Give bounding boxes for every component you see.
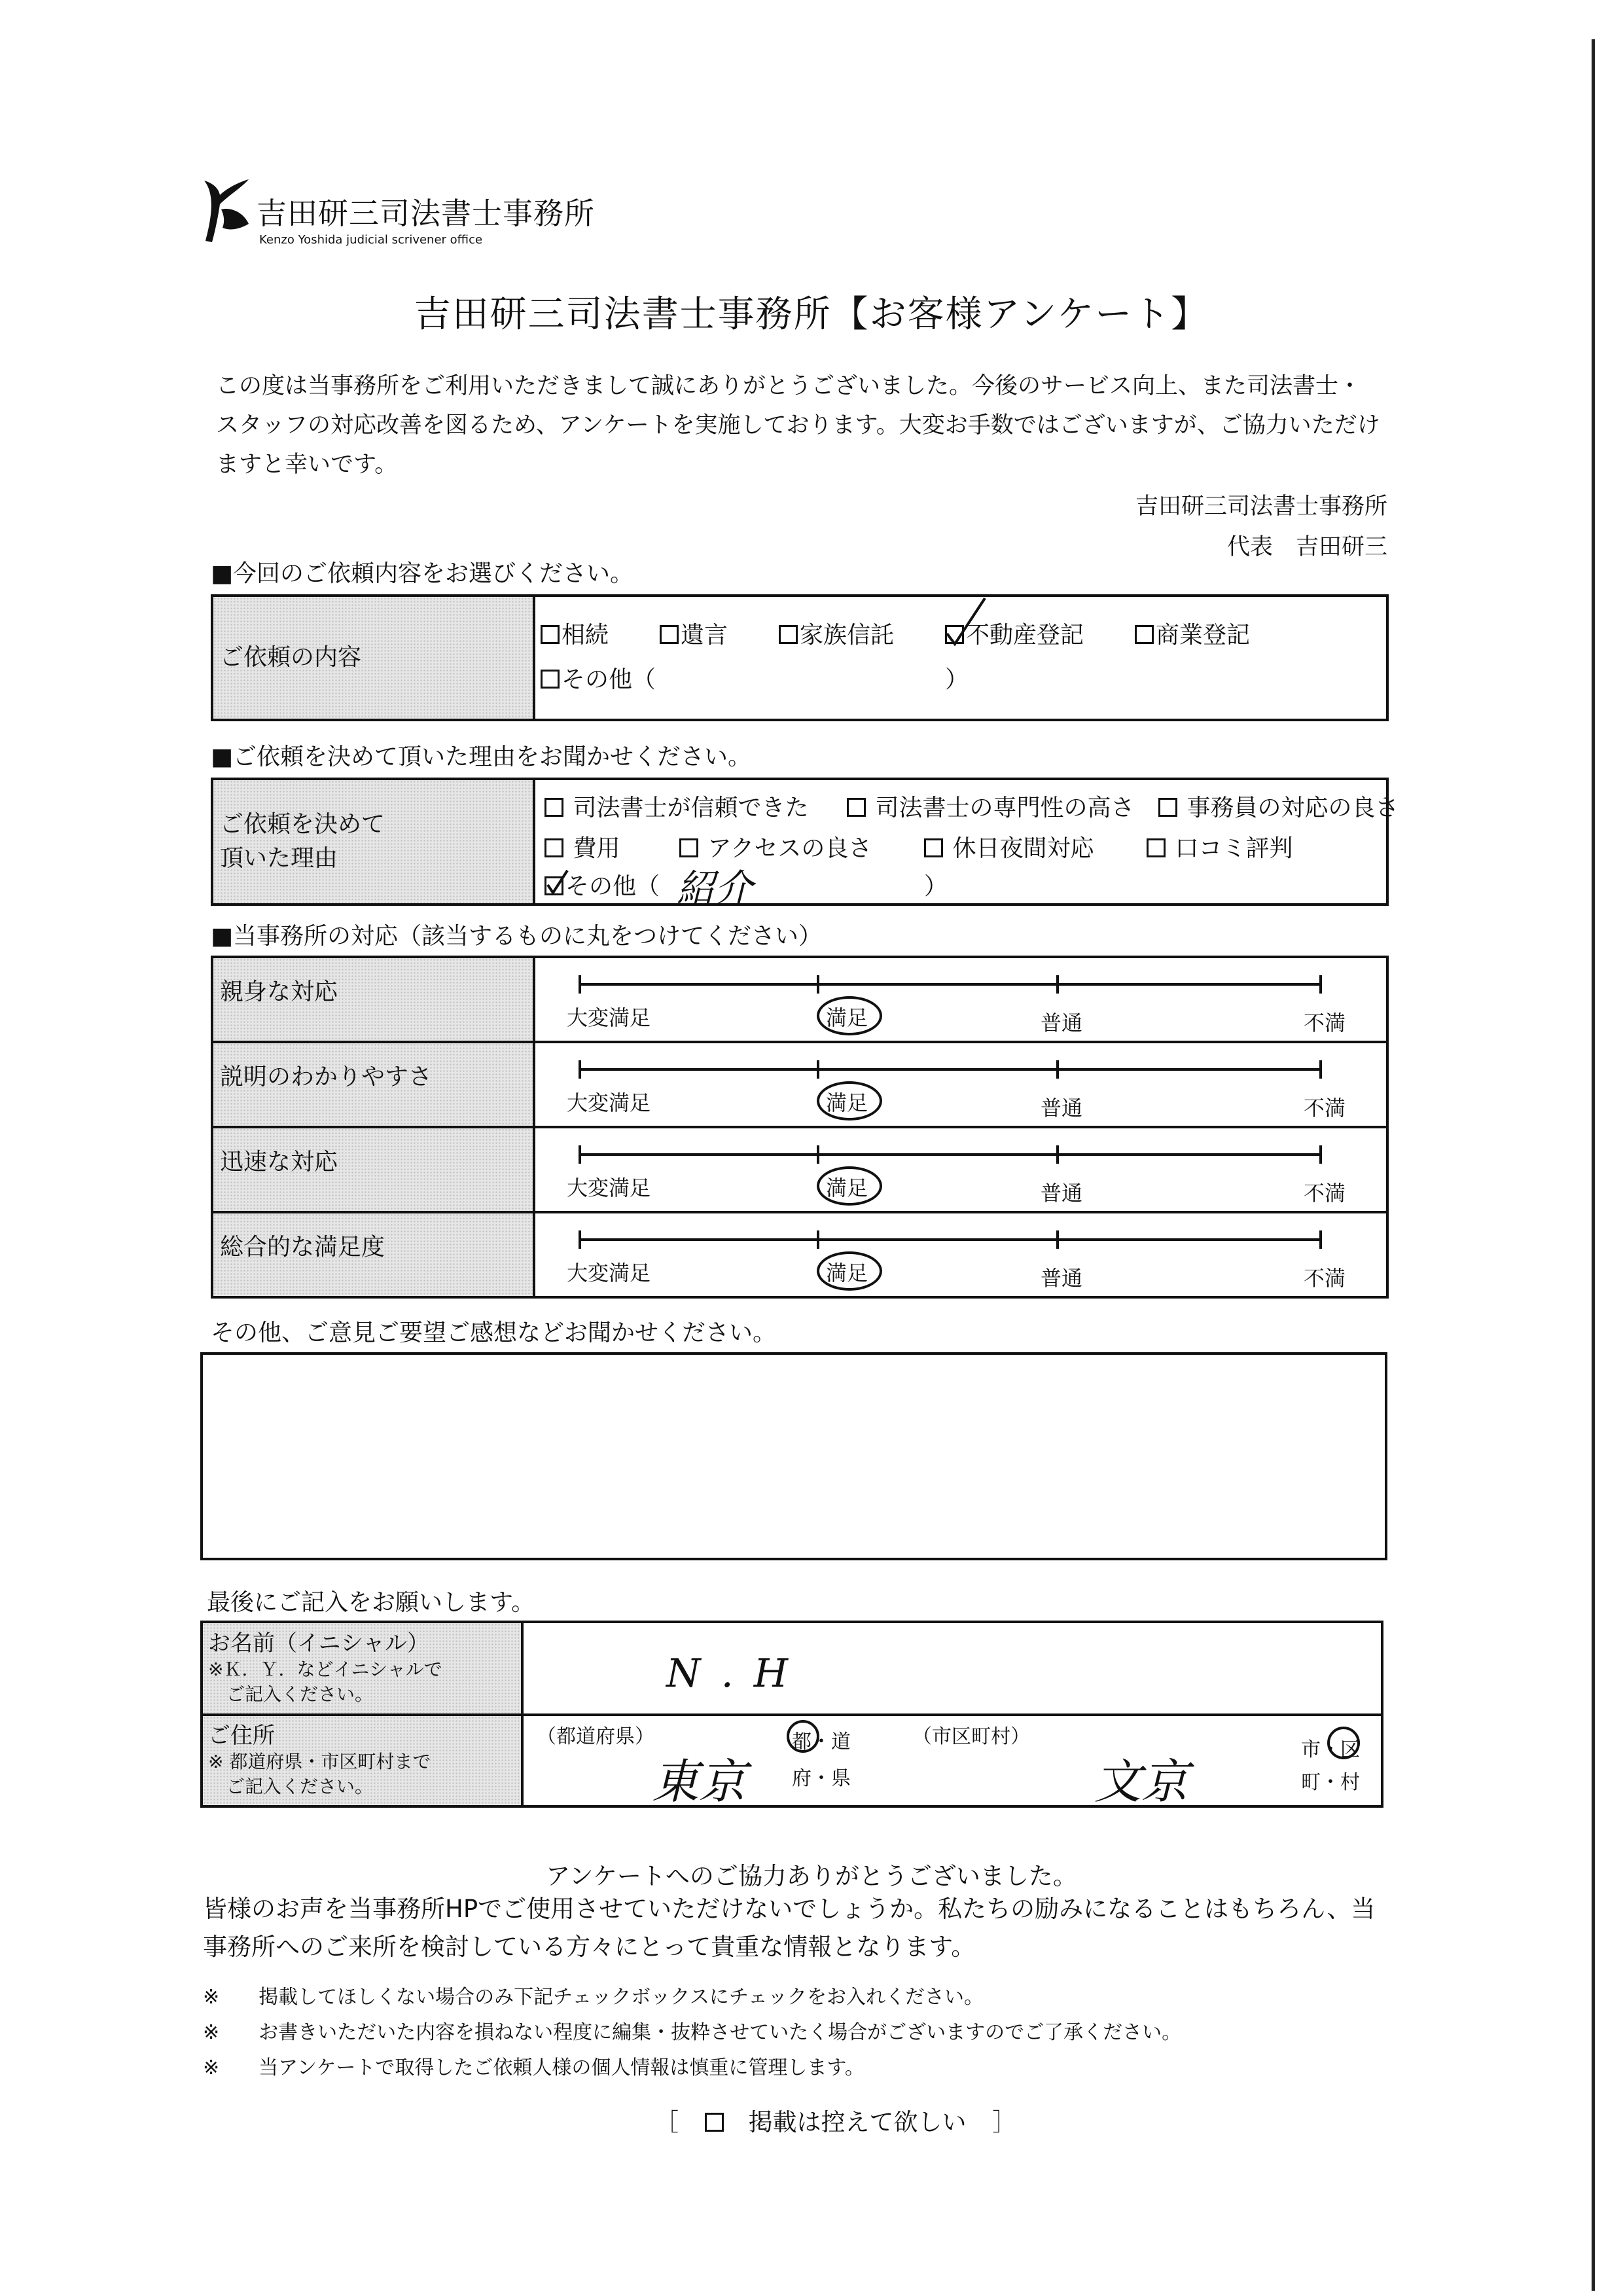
- name-field[interactable]: [522, 1622, 1382, 1715]
- city-selected-circle: [1327, 1727, 1360, 1759]
- selected-rating-circle: [817, 1166, 882, 1206]
- rating-label-overall: 総合的な満足度: [212, 1212, 534, 1297]
- city-handwritten[interactable]: 文京: [1094, 1754, 1189, 1809]
- checkbox-box-checked[interactable]: [945, 625, 964, 644]
- section5-heading: 最後にご記入をお願いします。: [207, 1589, 535, 1616]
- checkbox-holiday[interactable]: 休日夜間対応: [924, 830, 1094, 863]
- office-logo: [196, 175, 628, 260]
- comment-text[interactable]: [203, 1355, 1385, 1381]
- scale-label-0[interactable]: 大変満足: [567, 1261, 651, 1285]
- prefecture-selected-circle: [787, 1720, 819, 1753]
- page-title: 吉田研三司法書士事務所【お客様アンケート】: [414, 293, 1209, 336]
- section1-heading: ■今回のご依頼内容をお選びください。: [211, 560, 634, 587]
- checkbox-box[interactable]: [544, 798, 563, 817]
- optout-checkbox-line[interactable]: ［ 掲載は控えて欲しい ］: [654, 2108, 1017, 2136]
- scale-label-1[interactable]: 満足: [826, 1005, 868, 1030]
- request-type-table: [211, 594, 1389, 721]
- rating-scale-clarity: [534, 1042, 1387, 1127]
- intro-paragraph: この度は当事務所をご利用いただきまして誠にありがとうございました。今後のサービス向上、また司法書士・スタッフの対応改善を図るため、アンケートを実施しております。大変お手数ではございますが、ご協力いただけますと幸いです。: [216, 373, 1380, 478]
- checkmark-icon: [545, 869, 571, 898]
- optout-checkbox[interactable]: [705, 2113, 724, 2132]
- footer-note-3: ※ 当アンケートで取得したご依頼人様の個人情報は慎重に管理します。: [203, 2056, 865, 2079]
- scale-label-2[interactable]: 普通: [1041, 1266, 1083, 1291]
- scale-label-0[interactable]: 大変満足: [567, 1005, 651, 1030]
- rating-scale-speed: [534, 1127, 1387, 1212]
- checkbox-box[interactable]: [1135, 625, 1154, 644]
- rating-scale-kind: [534, 957, 1387, 1042]
- city-suffix-top: 市・区: [1301, 1738, 1360, 1761]
- footer-thanks: アンケートへのご協力ありがとうございました。: [546, 1862, 1077, 1890]
- checkbox-box[interactable]: [679, 838, 698, 857]
- rating-scale-overall: [534, 1212, 1387, 1297]
- rating-label-clarity: 説明のわかりやすさ: [212, 1042, 534, 1127]
- checkbox-box-checked[interactable]: [544, 876, 563, 895]
- checkbox-box[interactable]: [660, 625, 679, 644]
- reason-other-close-paren: ）: [924, 873, 948, 900]
- checkbox-reason-other[interactable]: その他（: [544, 868, 660, 901]
- rating-scale-line: [535, 1220, 1386, 1259]
- footer-request: 皆様のお声を当事務所HPでご使用させていただけないでしょうか。私たちの励みになることはもちろん、当事務所へのご来所を検討している方々にとって貴重な情報となります。: [203, 1895, 1376, 1961]
- scale-label-2[interactable]: 普通: [1041, 1011, 1083, 1035]
- rating-label-kind: 親身な対応: [212, 957, 534, 1042]
- checkbox-fee[interactable]: 費用: [544, 830, 620, 863]
- checkbox-access[interactable]: アクセスの良さ: [679, 830, 872, 863]
- scale-label-3[interactable]: 不満: [1304, 1011, 1346, 1035]
- scale-label-3[interactable]: 不満: [1304, 1266, 1346, 1291]
- checkbox-box[interactable]: [1158, 798, 1177, 817]
- contact-table: [200, 1621, 1383, 1808]
- checkmark-icon: [944, 596, 990, 648]
- scale-label-1[interactable]: 満足: [826, 1175, 868, 1200]
- checkbox-box[interactable]: [544, 838, 563, 857]
- checkbox-other[interactable]: その他（: [541, 661, 656, 694]
- section4-heading: その他、ご意見ご要望ご感想などお聞かせください。: [211, 1319, 777, 1346]
- butterfly-logo-icon: [196, 175, 251, 247]
- selected-rating-circle: [817, 1251, 882, 1291]
- section2-heading: ■ご依頼を決めて頂いた理由をお聞かせください。: [211, 744, 752, 770]
- prefecture-handwritten[interactable]: 東京: [652, 1754, 747, 1809]
- logo-office-subtitle: Kenzo Yoshida judicial scrivener office: [259, 233, 483, 247]
- signature-office: 吉田研三司法書士事務所: [1135, 493, 1387, 520]
- prefecture-suffix-top: 都・道: [792, 1731, 851, 1753]
- checkbox-staff[interactable]: 事務員の対応の良さ: [1158, 789, 1399, 823]
- checkbox-box[interactable]: [924, 838, 943, 857]
- checkbox-box[interactable]: [847, 798, 866, 817]
- checkbox-family-trust[interactable]: 家族信託: [779, 617, 894, 650]
- footer-note-1: ※ 掲載してほしくない場合のみ下記チェックボックスにチェックをお入れください。: [203, 1986, 984, 2009]
- scale-label-1[interactable]: 満足: [826, 1090, 868, 1115]
- checkbox-box[interactable]: [541, 625, 560, 644]
- address-label-cell: ご住所 ※ 都道府県・市区町村まで ご記入ください。: [202, 1715, 522, 1806]
- reason-options: [534, 779, 1399, 910]
- scale-label-2[interactable]: 普通: [1041, 1181, 1083, 1206]
- prefecture-suffix-bottom: 府・県: [792, 1767, 851, 1790]
- checkbox-inheritance[interactable]: 相続: [541, 617, 609, 650]
- request-type-options: [534, 596, 1387, 720]
- reason-label: ご依頼を決めて 頂いた理由: [212, 779, 534, 905]
- scan-edge-line: [1592, 39, 1595, 2291]
- scale-label-2[interactable]: 普通: [1041, 1096, 1083, 1121]
- city-caption: （市区町村）: [912, 1725, 1030, 1748]
- section3-heading: ■当事務所の対応（該当するものに丸をつけてください）: [211, 923, 823, 950]
- rating-scale-line: [535, 965, 1386, 1004]
- rating-scale-line: [535, 1135, 1386, 1174]
- city-suffix-bottom: 町・村: [1301, 1771, 1360, 1794]
- reason-table: [211, 778, 1399, 910]
- checkbox-box[interactable]: [1147, 838, 1166, 857]
- checkbox-trust-scrivener[interactable]: 司法書士が信頼できた: [544, 789, 808, 823]
- other-close-paren: ）: [945, 666, 969, 693]
- rating-label-speed: 迅速な対応: [212, 1127, 534, 1212]
- checkbox-review[interactable]: 口コミ評判: [1147, 830, 1293, 863]
- name-handwritten[interactable]: N . H: [666, 1651, 793, 1696]
- checkbox-commercial[interactable]: 商業登記: [1135, 617, 1250, 650]
- reason-other-handwritten: 紹介: [677, 866, 753, 910]
- checkbox-box[interactable]: [541, 670, 560, 689]
- footer-note-2: ※ お書きいただいた内容を損ねない程度に編集・抜粋させていたく場合がございますのでご了承ください。: [203, 2021, 1182, 2044]
- scale-label-3[interactable]: 不満: [1304, 1181, 1346, 1206]
- comment-box[interactable]: [200, 1352, 1387, 1560]
- name-label-cell: お名前（イニシャル） ※Ｋ．Ｙ．などイニシャルで ご記入ください。: [202, 1622, 522, 1715]
- scale-label-0[interactable]: 大変満足: [567, 1175, 651, 1200]
- address-field[interactable]: [522, 1715, 1382, 1809]
- selected-rating-circle: [817, 996, 882, 1035]
- checkbox-real-estate[interactable]: 不動産登記: [945, 617, 1084, 650]
- rating-scale-line: [535, 1050, 1386, 1089]
- signature-representative: 代表 吉田研三: [1226, 534, 1387, 560]
- scale-label-1[interactable]: 満足: [826, 1261, 868, 1285]
- checkbox-box[interactable]: [779, 625, 798, 644]
- selected-rating-circle: [817, 1081, 882, 1121]
- request-type-label: ご依頼の内容: [212, 596, 534, 720]
- scale-label-3[interactable]: 不満: [1304, 1096, 1346, 1121]
- rating-table: [211, 956, 1389, 1299]
- logo-office-name: 吉田研三司法書士事務所: [257, 196, 595, 231]
- checkbox-expertise[interactable]: 司法書士の専門性の高さ: [847, 789, 1134, 823]
- prefecture-caption: （都道府県）: [537, 1725, 654, 1748]
- checkbox-will[interactable]: 遺言: [660, 617, 728, 650]
- scale-label-0[interactable]: 大変満足: [567, 1090, 651, 1115]
